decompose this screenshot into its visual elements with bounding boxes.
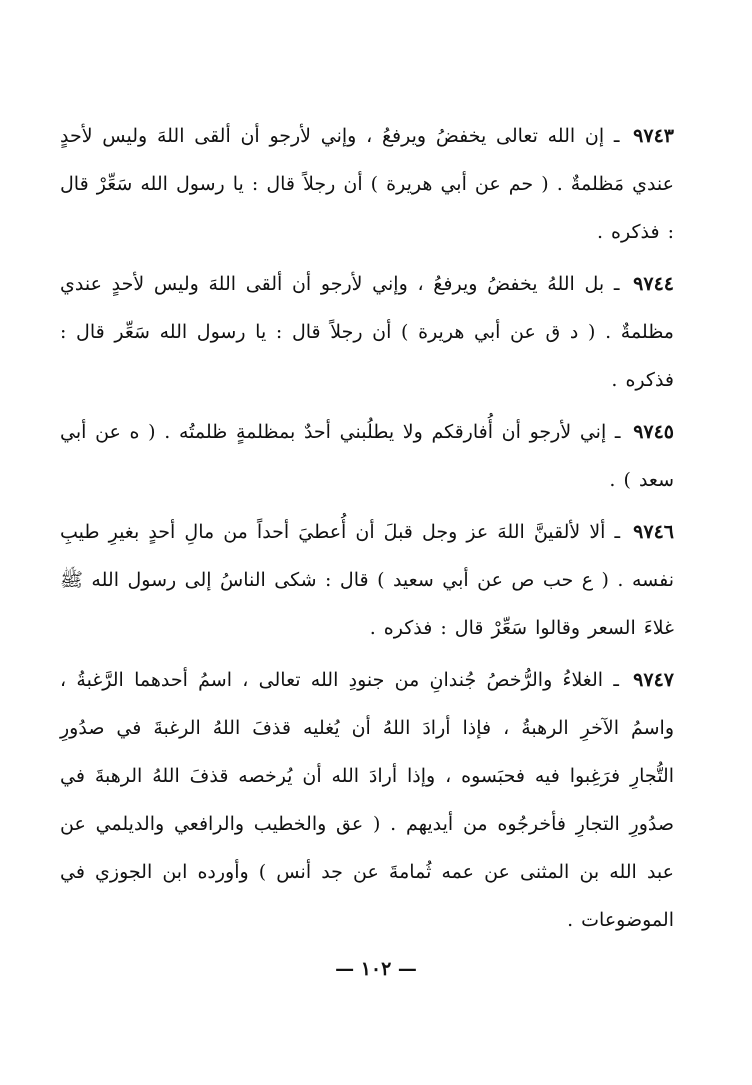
- hadith-number: ٩٧٤٤: [633, 273, 674, 295]
- hadith-number: ٩٧٤٧: [633, 669, 674, 691]
- hadith-separator: ـ: [605, 521, 621, 543]
- hadith-separator: ـ: [606, 421, 621, 443]
- hadith-text: إن الله تعالى يخفضُ ويرفعُ ، وإني لأرجو أن ألقى اللهَ وليس لأحدٍ عندي مَظلمةٌ . ( حم عن أبي هريرة ) أن رجلاً قال : يا رسول الله سَعِّرْ قال : فذكره .: [60, 125, 674, 243]
- hadith-number: ٩٧٤٥: [633, 421, 675, 443]
- hadith-text: الغلاءُ والرُّخصُ جُندانِ من جنودِ الله تعالى ، اسمُ أحدهما الرَّغبةُ ، واسمُ الآخرِ الرهبةُ ، فإذا أرادَ اللهُ أن يُغليه قذفَ اللهُ الرغبةَ في صدُورِ التُّجارِ فرَغِبوا فيه فحبَسوه ، وإذا أرادَ الله أن يُرخصه قذفَ اللهُ الرهبةَ في صدُورِ التجارِ فأخرجُوه من أيديهم . ( عق والخطيب والرافعي والديلمي عن عبد الله بن المثنى عن عمه ثُمامةَ عن جد أنس ) وأورده ابن الجوزي في الموضوعات .: [60, 669, 674, 931]
- hadith-text: ألا لألقينَّ اللهَ عز وجل قبلَ أن أُعطيَ أحداً من مالِ أحدٍ بغيرِ طيبِ نفسه . ( ع حب ص عن أبي سعيد ) قال : شكى الناسُ إلى رسول الله ﷺ غلاءَ السعر وقالوا سَعِّرْ قال : فذكره .: [60, 521, 674, 639]
- hadith-separator: ـ: [604, 273, 620, 295]
- hadith-number: ٩٧٤٦: [633, 521, 674, 543]
- hadith-separator: ـ: [604, 125, 620, 147]
- hadith-text: إني لأرجو أن أُفارقكم ولا يطلُبني أحدٌ بمظلمةٍ ظلمتُه . ( ه عن أبي سعد ) .: [60, 421, 674, 491]
- hadith-entry: [60, 408, 674, 504]
- hadith-entry: [60, 112, 674, 256]
- hadith-number: ٩٧٤٣: [633, 125, 674, 147]
- hadith-entry: [60, 260, 674, 404]
- hadith-entry: [60, 656, 674, 944]
- hadith-text: بل اللهُ يخفضُ ويرفعُ ، وإني لأرجو أن ألقى اللهَ وليس لأحدٍ عندي مظلمةٌ . ( د ق عن أبي هريرة ) أن رجلاً قال : يا رسول الله سَعِّر قال : فذكره .: [60, 273, 674, 391]
- hadith-entry: [60, 508, 674, 652]
- hadith-separator: ـ: [603, 669, 619, 691]
- page-number: — ١٠٢ —: [335, 958, 417, 980]
